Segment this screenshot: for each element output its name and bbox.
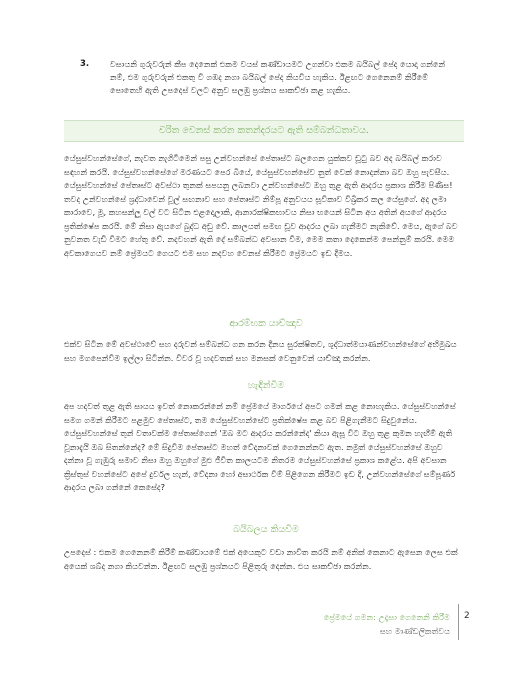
bible-reading-text: උපදෙස් : එකම ගෙනෙනම් කිරීම් කණ්ඩායමේ එක් අයෙකුට වඩා නාවිත කරයි නම් අනික් කෙනාට ඇසෙන ලෙස එක් අයෙක් ශබ්ද නගා කියවන්න. ඊළඟට සලඹු ප්‍රශ්නයට පිළිතුරු දෙන්න. එය සාකච්ඡා කරන්න. bbox=[64, 547, 458, 571]
opening-prayer-text: එක්ව සිටින මේ අවස්ථාවේ සහ දරුවන් සම්බන්ධ ගන කරන දීනය සුරක්ෂිතව, ශුද්ධාත්මයාණන්වහන්සේගේ අභිමුඛය සහ මගපෙන්වීම ඉල්ලා සිටින්න. විවර වූ හදවතක් සහ මනසක් වෙනුවෙන් යාච්ඤා කරන්න. bbox=[64, 339, 457, 363]
page-number: 2 bbox=[464, 611, 470, 621]
introduction-text: අප හදවත් තුළ ඇති සායය ඉවත් නොකරන්නේ නම් ප්‍රේමයේ මාර්ගයේ අපට ගමන් කළ නොහැකිය. යේසුස්වහන්සේ සමග ගමන් කිරීමට පළමුව පේතෘස්ට, තම යේසුස්වහන්සේට ප්‍රතික්ෂේප කළ බව පිළිගැනීමට සිදුවුනේය. යේසුස්වහන්සේ තුන් වතාවක්ම පේතෘස්ගෙන් 'ඔබ මට ආදරය කරන්නේද' කියා ඇසූ විට ඔහු තුළ කුමන හැඟීම් ඇති වූනාදැයි ඔබ සිතන්නේද? මේ සිදුවීම පේතෘස්ට මහත් වේදනාවක් ගෙනෙන්නට ඇත. නමුත් යේසුස්වහන්සේ ඔහුව දන්නා වූ ගැඹුරු සමාව නිසා ඔහු ඔහුගේ මුළු ජීවිත කාලයටම නිතරම යේසුස්වහන්සේ ප්‍රකාශ කළේය. අපි අවසාන ක්‍රිස්තුස් වහන්සේට අපේ දුර්වල හැන්, වේදනා හෝ අසාර්ථක වීම් පිළිගෙන කිරීමට ඉඩ දී, උන්වහන්සේගේ සම්පූර්ණ ආදරය ලබා ගන්නේ කෙසේද? bbox=[64, 401, 456, 492]
footer-title: ප්‍රේමයේ ගමන: උදෑසා ගෙනෙනි කිරීම bbox=[323, 612, 450, 622]
item-text: වසායනි ගුරුවරුන් කීප දෙනෙක් එකම වයස් කණ්ඩායමට උගන්වා එකම බයිබල් පේද යොදා ගන්නේ නම්, එම ගුරුවරුන් එකතු වී ගඹද නගා බයිබල් පේද කියවීය හැකිය. ඊළඟට ගෙනෙනම් කිරීමේ පොතෙහි ඇති උපදෙස් වලට අනුව සලඹු ප්‍රශ්නය සාකච්ඡා කළ හැකිය. bbox=[110, 59, 446, 95]
section-band-title: චරිත වෙනස් කරන කතන්දරයට ඇති සම්බන්ධතාවය. bbox=[159, 125, 369, 136]
bible-reading-heading: බයිබලය කියවීම bbox=[233, 524, 299, 535]
opening-prayer-heading: ආරම්භක යාච්ඤාව bbox=[229, 318, 303, 329]
footer-subtitle: සහ මාණ්ඩලිකත්වය bbox=[379, 626, 450, 636]
section-band bbox=[64, 120, 464, 142]
footer-divider bbox=[458, 604, 459, 640]
item-number: 3. bbox=[80, 59, 90, 69]
story-connection-paragraph: යේසුස්වහන්සේගේ, නැවත නැගිටීමෙන් පසු උන්වහන්සේ පේතෘස්ට බලගෙන යුක්කව ඩූටු බව අද බයිබල් කරාව සඳහන් කරයි. යේසුස්වහන්සේගේ මරණයට පෙර බියේ, යේසුස්වහන්සේව නුත් වෙක් නොදන්නා බව ඔහු පැවසීය. යේසුස්වහන්සේ පේතෘස්ට අවස්ථා තුනක් සපයනු ලබනවා උන්වහන්සේට ඔහු තුළ ඇති ආදරය ප්‍රකාශ කිරීම පිණිස! තවද උන්වහන්සේ ශ්‍රද්ධාවෙන් වූල් සඟනාව සහ පේතෘස්ට නිම්පූ අනුවයය සූවිකාව විඛ්‍රිකර කල යේසුගේ. අද ලමා කාරාවෙ, මූ, කහසන්ලූ වල් වට සිටින එළදොලාකි, ආනාරක්ෂිකභාවය නිසා භයෙන් සිටින අය අතින් අයගේ ආදරය ප්‍රතික්ෂේප කරයි. මේ නිසා ඇයගේ බුද්ධ අඩු වේ. කාලයත් සමඟ ඩූව ආදරය ලබා ගැනීමට නැකිවේ. මෙය, ඇගේ බව නුවනත වැඩී විමට හේතු වේ. නදවහන් ඇති දේ සම්බන්ධ අවසාන වීම, මෙම කතා දෙකෙන්ම පෙන්නුම් කරයි. මෙම අවකාගෙයව නම් ප්‍රේමයට ගෙයට එම සහ නදවහ වෙනස් කිරීමට ප්‍රේමයට ඉඩ දීමය. bbox=[64, 153, 458, 258]
introduction-heading: හැඳින්වීම bbox=[247, 380, 285, 391]
